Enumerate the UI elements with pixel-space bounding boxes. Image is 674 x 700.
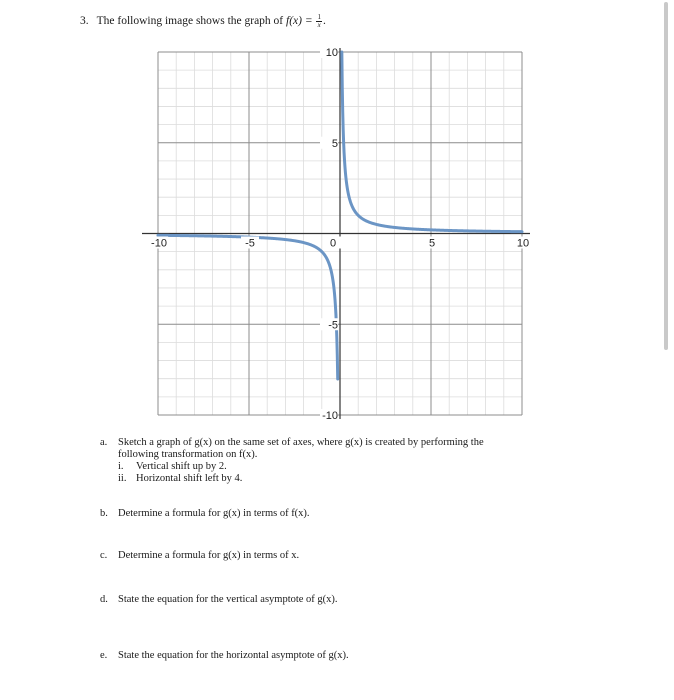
sub-ii-number: ii. [118, 473, 127, 484]
item-b [100, 508, 570, 522]
question-end: . [322, 15, 326, 28]
item-d-letter: d. [100, 594, 108, 605]
x-tick-label: -5 [245, 237, 255, 250]
fraction-denominator: x [317, 21, 321, 29]
item-e [100, 650, 570, 664]
curve-positive-branch [342, 52, 522, 232]
y-tick-label: -5 [328, 319, 338, 332]
x-tick-label: 10 [516, 237, 530, 250]
item-c [100, 550, 570, 564]
x-tick-label: 5 [428, 237, 436, 250]
question-intro: The following image shows the graph of [96, 15, 287, 28]
x-tick-label: -10 [151, 237, 167, 250]
sub-ii-text: Horizontal shift left by 4. [136, 473, 243, 484]
sub-i-text: Vertical shift up by 2. [136, 461, 227, 472]
item-c-letter: c. [100, 550, 108, 561]
item-a-letter: a. [100, 437, 108, 448]
item-d [100, 594, 570, 608]
item-b-text: Determine a formula for g(x) in terms of f(x). [118, 508, 310, 519]
item-b-letter: b. [100, 508, 108, 519]
question-number: 3. [80, 15, 89, 28]
function-lhs: f(x) = [286, 15, 316, 28]
item-a-sub-i [118, 461, 484, 473]
x-tick-label: 0 [329, 237, 337, 250]
y-tick-label: -10 [322, 410, 338, 422]
y-tick-label: 10 [325, 47, 338, 59]
scrollbar[interactable] [664, 2, 668, 350]
item-a-body [118, 437, 484, 485]
item-e-text: State the equation for the horizontal asymptote of g(x). [118, 650, 349, 661]
item-a-line2: following transformation on f(x). [118, 449, 258, 460]
item-c-text: Determine a formula for g(x) in terms of x. [118, 550, 300, 561]
item-d-text: State the equation for the vertical asymptote of g(x). [118, 594, 338, 605]
sub-i-number: i. [118, 461, 124, 472]
y-tick-label: 5 [331, 137, 338, 150]
curve-negative-branch [158, 235, 338, 379]
item-a-line1: Sketch a graph of g(x) on the same set of axes, where g(x) is created by performing the [118, 437, 484, 448]
item-a [100, 437, 570, 497]
item-a-sub-ii [118, 473, 484, 485]
fraction-numerator: 1 [317, 13, 321, 21]
item-e-letter: e. [100, 650, 108, 661]
